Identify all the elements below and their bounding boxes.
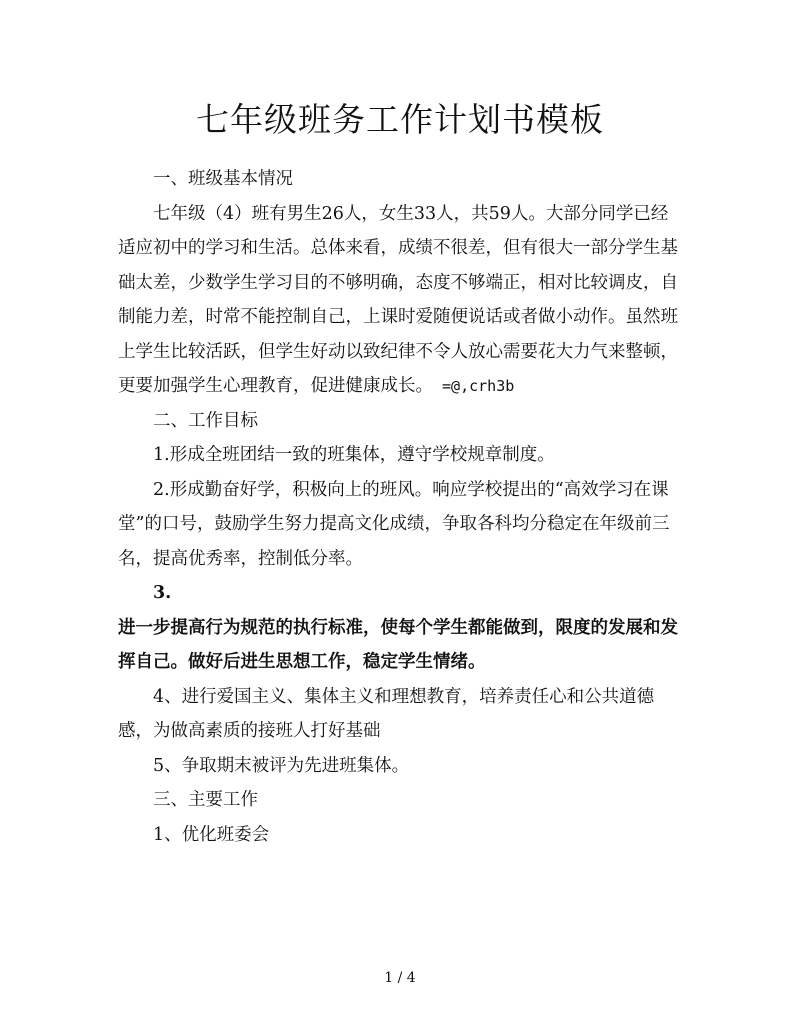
- watermark-code: =@,crh3b: [433, 377, 515, 395]
- goal-3-text: 进一步提高行为规范的执行标准，使每个学生都能做到，限度的发展和发挥自己。做好后进生思想工作，稳定学生情绪。: [118, 617, 678, 672]
- basic-info-text: 七年级（4）班有男生26人，女生33人，共59人。大部分同学已经适应初中的学习和生活。总体来看，成绩不很差，但有很大一部分学生基础太差，少数学生学习目的不够明确，态度不够端正，相对比较调皮，自制能力差，时常不能控制自己，上课时爱随便说话或者做小动作。虽然班上学生比较活跃，但学生好动以致纪律不令人放心需要花大力气来整顿，更要加强学生心理教育，促进健康成长。: [118, 203, 678, 396]
- goal-1: 1.形成全班团结一致的班集体，遵守学校规章制度。: [153, 445, 555, 465]
- section-heading-main-work: 三、主要工作: [153, 790, 258, 810]
- section-heading-goals: 二、工作目标: [153, 410, 258, 431]
- document-body: [118, 162, 684, 852]
- section-heading-basic-info: 一、班级基本情况: [153, 169, 293, 189]
- goal-4: 4、进行爱国主义、集体主义和理想教育，培养责任心和公共道德感，为做高素质的接班人打好基础: [118, 686, 655, 741]
- goal-2: 2.形成勤奋好学，积极向上的班风。响应学校提出的“高效学习在课堂”的口号，鼓励学生努力提高文化成绩，争取各科均分稳定在年级前三名，提高优秀率，控制低分率。: [118, 479, 670, 569]
- main-work-item-1: 1、优化班委会: [153, 824, 270, 845]
- goal-5: 5、争取期末被评为先进班集体。: [153, 755, 410, 776]
- basic-info-paragraph: [118, 197, 684, 404]
- page-indicator: 1 / 4: [384, 970, 416, 986]
- goal-3-number: 3.: [153, 583, 172, 603]
- document-title: 七年级班务工作计划书模板: [196, 100, 604, 139]
